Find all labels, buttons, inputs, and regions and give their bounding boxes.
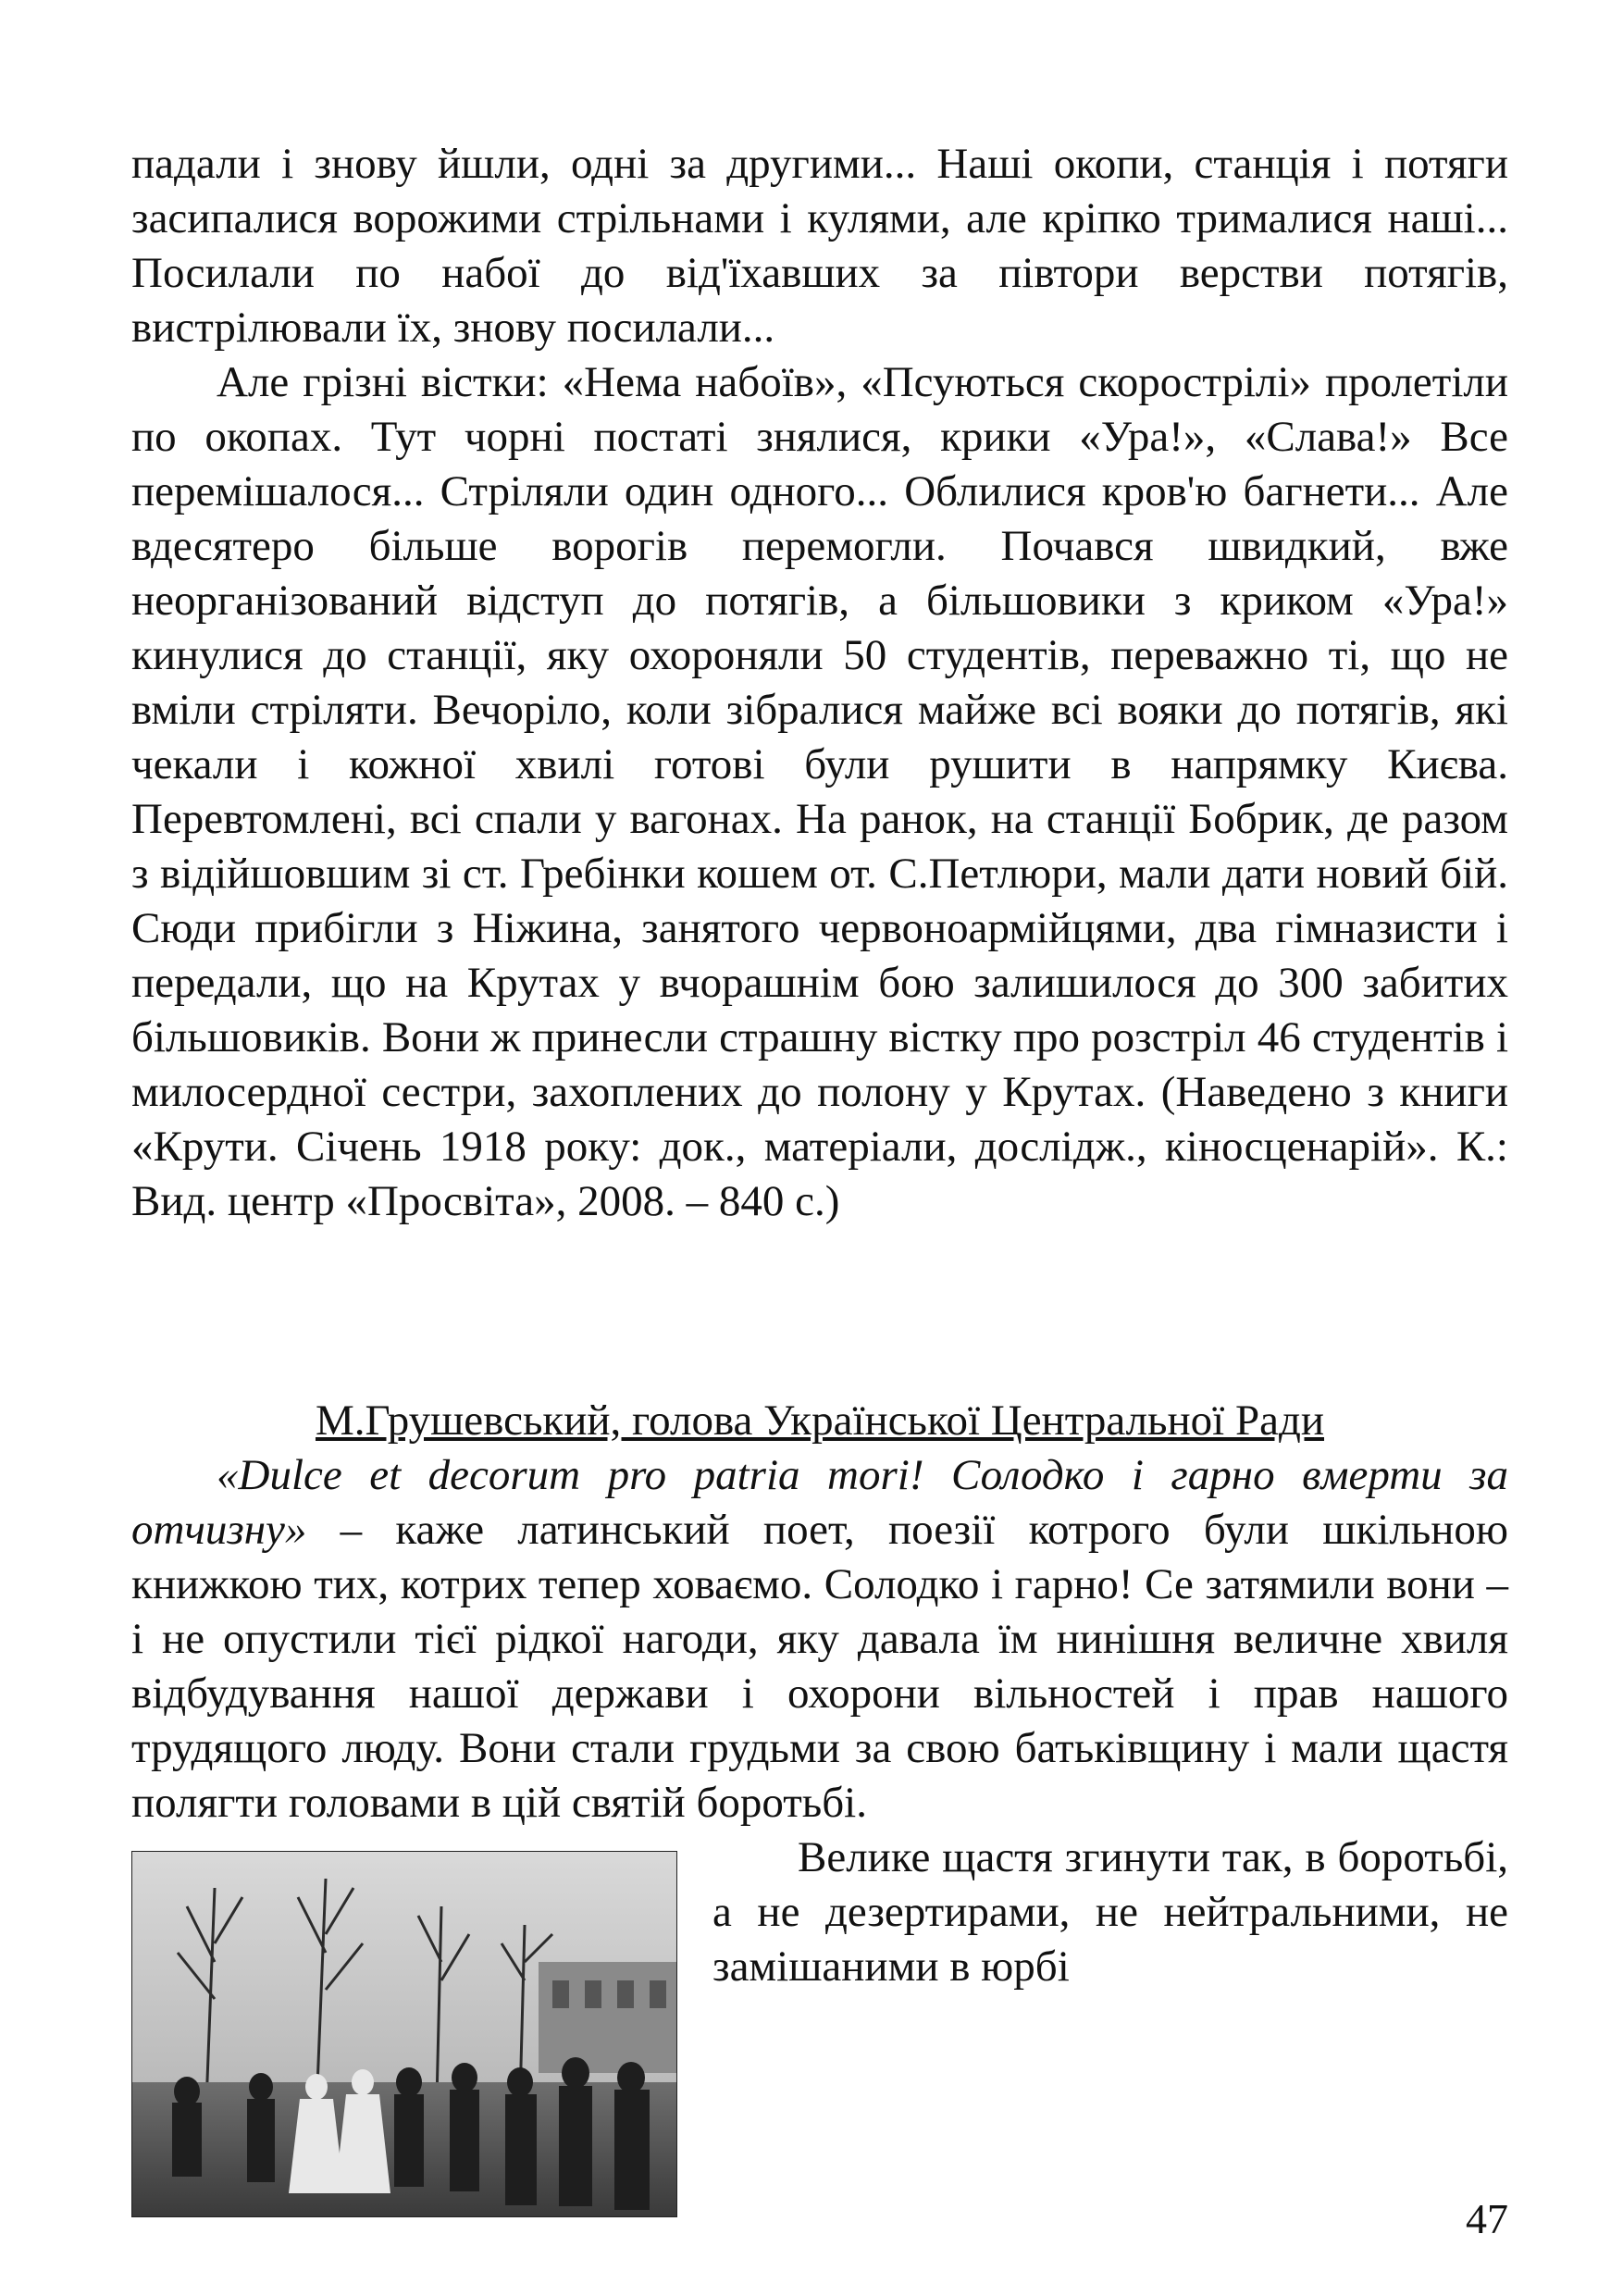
funeral-procession-photo — [131, 1851, 677, 2217]
section-spacer — [131, 1229, 1508, 1394]
paragraph-4-text: Велике щастя згинути так, в боротьбі, а не дезертирами, не нейтральними, не замішаними в юрбі — [712, 1833, 1508, 1991]
latin-quote: «Dulce et decorum pro patria mori! Солодко і гарно вмерти за отчизну» — [131, 1451, 1508, 1554]
paragraph-2: Але грізні вістки: «Нема набоїв», «Псуються скорострілі» пролетіли по окопах. Тут чорні постаті знялися, крики «Ура!», «Слава!» Все перемішалося... Стріляли один одного... Облилися кров'ю багнети... Але вдесятеро більше ворогів перемогли. Почався швидкий, вже неорганізований відступ до потягів, а більшовики з криком «Ура!» кинулися до станції, яку охороняли 50 студентів, переважно ті, що не вміли стріляти. Вечоріло, коли зібралися майже всі вояки до потягів, які чекали і кожної хвилі готові були рушити в напрямку Києва. Перевтомлені, всі спали у вагонах. На ранок, на станції Бобрик, де разом з відійшовшим зі ст. Гребінки кошем от. С.Петлюри, мали дати новий бій. Сюди прибігли з Ніжина, занятого червоноармійцями, два гімназисти і передали, що на Крутах у вчорашнім бою залишилося до 300 забитих більшовиків. Вони ж принесли страшну вістку про розстріл 46 студентів і милосердної сестри, захоплених до полону у Крутах. (Наведено з книги «Крути. Січень 1918 року: док., матеріали, дослідж., кіносценарій». К.: Вид. центр «Просвіта», 2008. – 840 с.) — [131, 358, 1508, 1225]
paragraph-3-text: – каже латинський поет, поезії котрого були шкільною книжкою тих, котрих тепер ховаємо. Солодко і гарно! Се затямили вони – і не опустили тієї рідкої нагоди, яку давала їм нинішня величне хвиля відбудування нашої держави і охорони вільностей і прав нашого трудящого люду. Вони стали грудьми за свою батьківщину і мали щастя полягти головами в цій святій боротьбі. — [131, 1506, 1508, 1827]
paragraph-3 — [131, 1448, 1508, 1831]
page-body — [131, 137, 1508, 2217]
section-title: М.Грушевський, голова Української Центральної Ради — [315, 1396, 1325, 1445]
paragraph-1: падали і знову йшли, одні за другими... Наші окопи, станція і потяги засипалися ворожими стрільнами і кулями, але кріпко трималися наші... Посилали по набої до від'їхавших за півтори верстви потягів, вистрілювали їх, знову посилали... — [131, 140, 1508, 352]
page-number: 47 — [1466, 2195, 1508, 2242]
